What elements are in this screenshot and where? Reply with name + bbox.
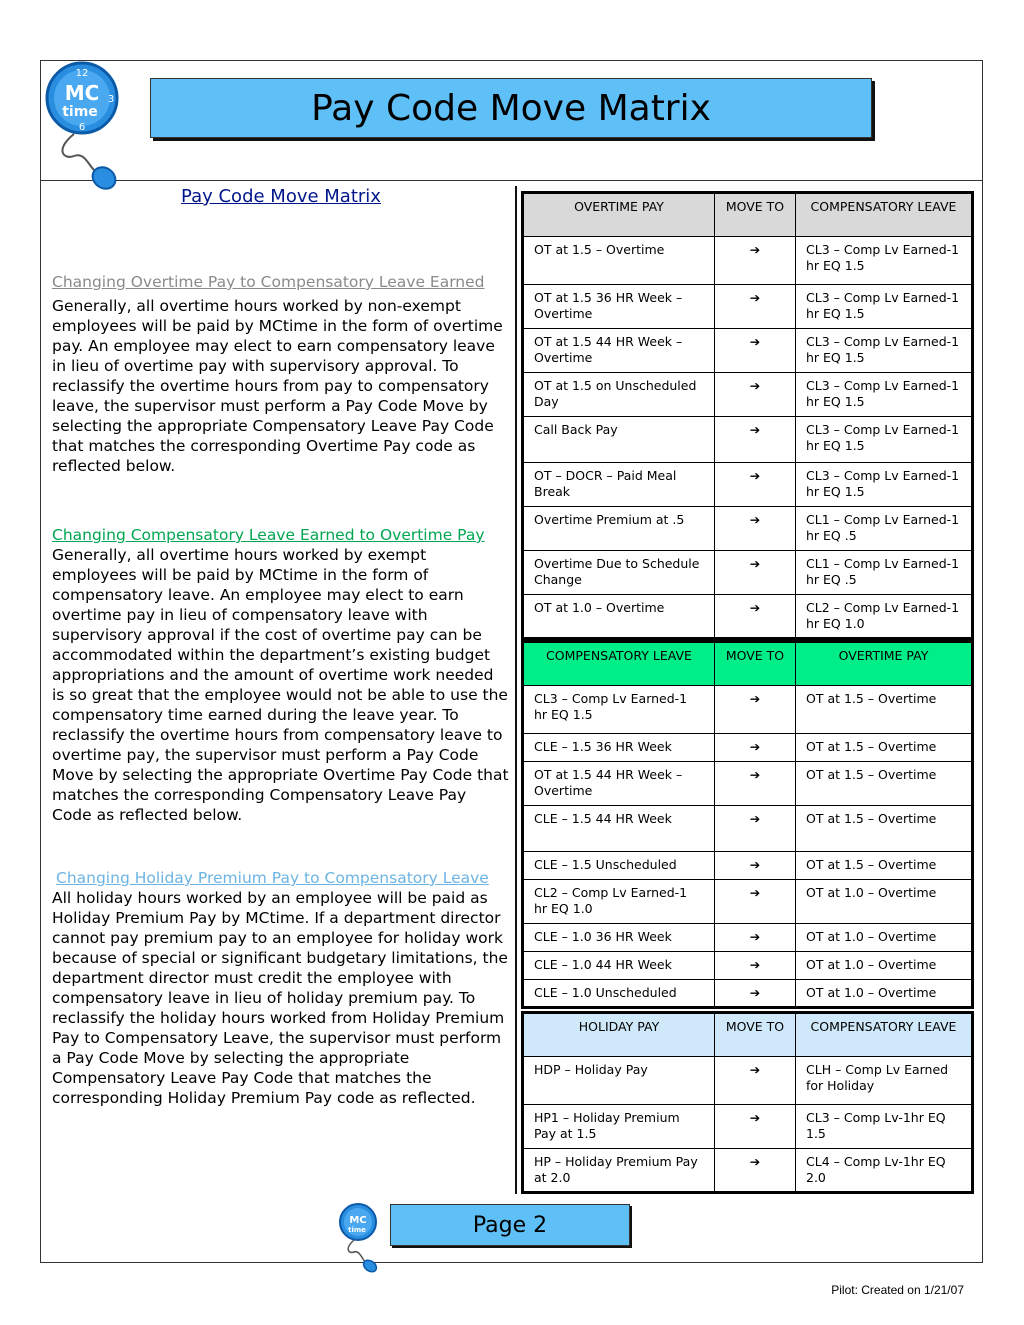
- arrow-icon: ➔: [715, 373, 796, 417]
- svg-text:12: 12: [75, 68, 89, 79]
- table-row: [523, 734, 973, 762]
- to-code: OT at 1.5 – Overtime: [796, 762, 973, 806]
- to-code: OT at 1.5 – Overtime: [796, 734, 973, 762]
- arrow-icon: ➔: [715, 1105, 796, 1149]
- to-code: CL3 – Comp Lv Earned-1 hr EQ 1.5: [796, 237, 973, 285]
- arrow-icon: ➔: [715, 285, 796, 329]
- arrow-icon: ➔: [715, 463, 796, 507]
- to-code: OT at 1.0 – Overtime: [796, 952, 973, 980]
- arrow-icon: ➔: [715, 852, 796, 880]
- from-code: OT at 1.5 on Unscheduled Day: [523, 373, 715, 417]
- small-logo-text-bottom: time: [348, 1226, 366, 1234]
- logo-text-bottom: time: [62, 104, 98, 120]
- arrow-icon: ➔: [715, 595, 796, 639]
- table-row: [523, 463, 973, 507]
- from-code: CLE – 1.0 44 HR Week: [523, 952, 715, 980]
- table-row: [523, 762, 973, 806]
- section-heading-comp-to-ot: Changing Compensatory Leave Earned to Overtime Pay: [52, 526, 485, 544]
- to-code: OT at 1.0 – Overtime: [796, 880, 973, 924]
- col-header-move: MOVE TO: [715, 193, 796, 237]
- mctime-small-logo: [338, 1202, 382, 1274]
- to-code: CL1 – Comp Lv Earned-1 hr EQ .5: [796, 551, 973, 595]
- header-separator: [40, 180, 983, 181]
- section-body-holiday-to-comp: All holiday hours worked by an employee will be paid as Holiday Premium Pay by MCtime. If a department director cannot pay premium pay to an employee for holiday work because of special or significant budgetary limitations, the department director must credit the employee with compensatory leave in lieu of holiday premium pay. To reclassify the holiday hours worked from Holiday Premium Pay to Compensatory Leave, the supervisor must perform a Pay Code Move by selecting the appropriate Compensatory Leave Pay Code that matches the corresponding Holiday Premium Pay code as reflected.: [52, 889, 508, 1107]
- to-code: OT at 1.0 – Overtime: [796, 980, 973, 1008]
- footer-note: Pilot: Created on 1/21/07: [831, 1283, 964, 1297]
- to-code: CL3 – Comp Lv-1hr EQ 1.5: [796, 1105, 973, 1149]
- arrow-icon: ➔: [715, 880, 796, 924]
- from-code: OT at 1.5 – Overtime: [523, 237, 715, 285]
- from-code: OT at 1.5 44 HR Week – Overtime: [523, 762, 715, 806]
- to-code: CL3 – Comp Lv Earned-1 hr EQ 1.5: [796, 285, 973, 329]
- col-header-to: COMPENSATORY LEAVE: [796, 1013, 973, 1057]
- arrow-icon: ➔: [715, 507, 796, 551]
- logo-text-top: MC: [64, 81, 100, 105]
- arrow-icon: ➔: [715, 329, 796, 373]
- to-code: OT at 1.5 – Overtime: [796, 686, 973, 734]
- table-row: [523, 806, 973, 852]
- from-code: Overtime Premium at .5: [523, 507, 715, 551]
- to-code: CL3 – Comp Lv Earned-1 hr EQ 1.5: [796, 329, 973, 373]
- table-row: [523, 980, 973, 1008]
- page-number-banner: [390, 1204, 630, 1246]
- comp-to-overtime-table: [521, 640, 974, 1009]
- col-header-to: OVERTIME PAY: [796, 642, 973, 686]
- from-code: OT at 1.5 36 HR Week – Overtime: [523, 285, 715, 329]
- svg-text:3: 3: [107, 94, 115, 105]
- section-heading-ot-to-comp: Changing Overtime Pay to Compensatory Leave Earned: [52, 273, 485, 291]
- title-banner: [150, 78, 872, 138]
- holiday-to-comp-table: [521, 1011, 974, 1194]
- arrow-icon: ➔: [715, 417, 796, 463]
- page-title: Pay Code Move Matrix: [311, 87, 711, 129]
- to-code: OT at 1.5 – Overtime: [796, 852, 973, 880]
- table-row: [523, 329, 973, 373]
- to-code: CL3 – Comp Lv Earned-1 hr EQ 1.5: [796, 417, 973, 463]
- table-row: [523, 952, 973, 980]
- table-row: [523, 595, 973, 639]
- from-code: OT at 1.5 44 HR Week – Overtime: [523, 329, 715, 373]
- table-row: [523, 507, 973, 551]
- mctime-logo: [44, 60, 124, 192]
- small-logo-text-top: MC: [349, 1215, 367, 1226]
- from-code: CLE – 1.0 Unscheduled: [523, 980, 715, 1008]
- col-header-from: HOLIDAY PAY: [523, 1013, 715, 1057]
- table-row: [523, 417, 973, 463]
- from-code: OT – DOCR – Paid Meal Break: [523, 463, 715, 507]
- table-row: [523, 880, 973, 924]
- col-header-from: OVERTIME PAY: [523, 193, 715, 237]
- section-body-ot-to-comp: Generally, all overtime hours worked by non-exempt employees will be paid by MCtime in the form of overtime pay. An employee may elect to earn compensatory leave in lieu of overtime pay with supervisory approval. To reclassify the overtime hours from pay to compensatory leave, the supervisor must perform a Pay Code Move by selecting the appropriate Compensatory Leave Pay Code that matches the corresponding Overtime Pay code as reflected below.: [52, 297, 503, 475]
- arrow-icon: ➔: [715, 551, 796, 595]
- table-row: [523, 1057, 973, 1105]
- col-header-move: MOVE TO: [715, 642, 796, 686]
- section-heading-holiday-to-comp: Changing Holiday Premium Pay to Compensatory Leave: [56, 869, 489, 887]
- column-divider: [515, 186, 517, 1194]
- svg-text:6: 6: [78, 122, 86, 133]
- arrow-icon: ➔: [715, 1057, 796, 1105]
- to-code: CL1 – Comp Lv Earned-1 hr EQ .5: [796, 507, 973, 551]
- table-row: [523, 686, 973, 734]
- col-header-to: COMPENSATORY LEAVE: [796, 193, 973, 237]
- from-code: Call Back Pay: [523, 417, 715, 463]
- table-row: [523, 237, 973, 285]
- arrow-icon: ➔: [715, 762, 796, 806]
- to-code: CLH – Comp Lv Earned for Holiday: [796, 1057, 973, 1105]
- from-code: CLE – 1.5 44 HR Week: [523, 806, 715, 852]
- to-code: CL3 – Comp Lv Earned-1 hr EQ 1.5: [796, 373, 973, 417]
- arrow-icon: ➔: [715, 237, 796, 285]
- col-header-move: MOVE TO: [715, 1013, 796, 1057]
- overtime-to-comp-table: [521, 191, 974, 640]
- arrow-icon: ➔: [715, 686, 796, 734]
- table-row: [523, 1149, 973, 1193]
- from-code: HP1 – Holiday Premium Pay at 1.5: [523, 1105, 715, 1149]
- to-code: OT at 1.0 – Overtime: [796, 924, 973, 952]
- from-code: CLE – 1.0 36 HR Week: [523, 924, 715, 952]
- table-row: [523, 373, 973, 417]
- table-row: [523, 924, 973, 952]
- from-code: CLE – 1.5 Unscheduled: [523, 852, 715, 880]
- table-row: [523, 852, 973, 880]
- to-code: CL2 – Comp Lv Earned-1 hr EQ 1.0: [796, 595, 973, 639]
- table-row: [523, 1105, 973, 1149]
- from-code: Overtime Due to Schedule Change: [523, 551, 715, 595]
- page-number: Page 2: [472, 1212, 548, 1238]
- arrow-icon: ➔: [715, 924, 796, 952]
- section-body-comp-to-ot: Generally, all overtime hours worked by exempt employees will be paid by MCtime in the form of compensatory leave. An employee may elect to earn overtime pay in lieu of compensatory leave with supervisory approval if the cost of overtime pay can be accommodated within the department’s existing budget appropriations and the amount of overtime work needed is so great that the employee would not be able to use the compensatory time earned during the leave year. To reclassify the overtime hours from compensatory leave to overtime pay, the supervisor must perform a Pay Code Move by selecting the appropriate Overtime Pay Code that matches the corresponding Compensatory Leave Pay Code as reflected below.: [52, 546, 509, 824]
- col-header-from: COMPENSATORY LEAVE: [523, 642, 715, 686]
- from-code: OT at 1.0 – Overtime: [523, 595, 715, 639]
- to-code: CL3 – Comp Lv Earned-1 hr EQ 1.5: [796, 463, 973, 507]
- from-code: CL3 – Comp Lv Earned-1 hr EQ 1.5: [523, 686, 715, 734]
- document-title: Pay Code Move Matrix: [181, 186, 381, 207]
- table-row: [523, 285, 973, 329]
- arrow-icon: ➔: [715, 806, 796, 852]
- to-code: CL4 – Comp Lv-1hr EQ 2.0: [796, 1149, 973, 1193]
- arrow-icon: ➔: [715, 952, 796, 980]
- from-code: CL2 – Comp Lv Earned-1 hr EQ 1.0: [523, 880, 715, 924]
- arrow-icon: ➔: [715, 734, 796, 762]
- table-row: [523, 551, 973, 595]
- to-code: OT at 1.5 – Overtime: [796, 806, 973, 852]
- arrow-icon: ➔: [715, 980, 796, 1008]
- left-column: [52, 186, 510, 1108]
- from-code: HP – Holiday Premium Pay at 2.0: [523, 1149, 715, 1193]
- from-code: CLE – 1.5 36 HR Week: [523, 734, 715, 762]
- arrow-icon: ➔: [715, 1149, 796, 1193]
- from-code: HDP – Holiday Pay: [523, 1057, 715, 1105]
